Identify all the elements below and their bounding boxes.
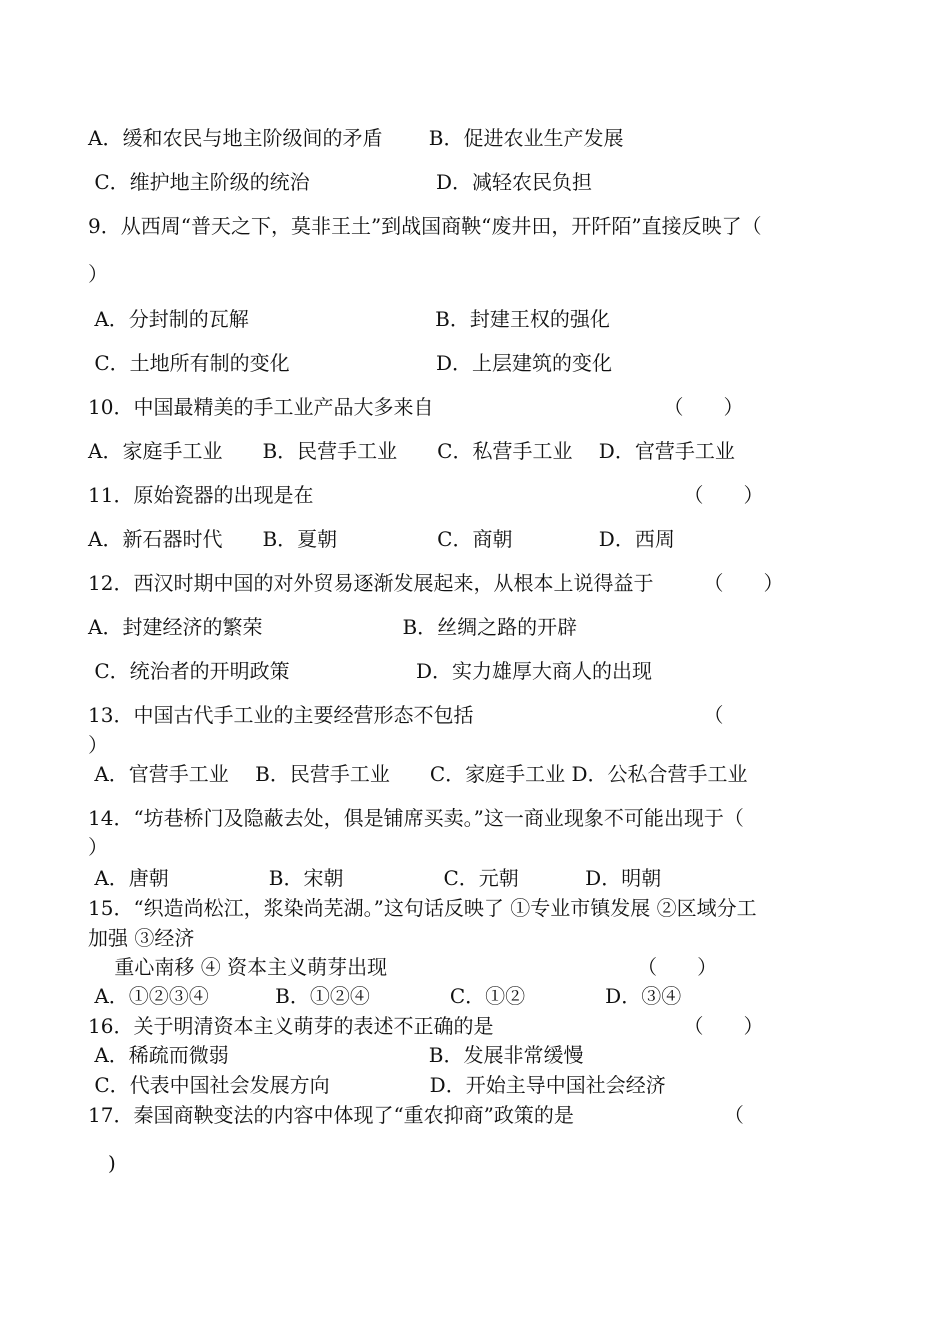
q16-options-ab: A．稀疏而微弱 B．发展非常缓慢: [88, 1043, 584, 1067]
q13-answer-bracket: ）: [88, 733, 108, 757]
q9-options-cd: C．土地所有制的变化 D．上层建筑的变化: [88, 351, 613, 375]
q10-options: A．家庭手工业 B．民营手工业 C．私营手工业 D．官营手工业: [88, 439, 735, 463]
q13-stem: 13．中国古代手工业的主要经营形态不包括 （: [88, 703, 724, 727]
q14-answer-bracket: ）: [88, 835, 108, 859]
q12-options-ab: A．封建经济的繁荣 B．丝绸之路的开辟: [88, 615, 578, 639]
q9-stem: 9．从西周“普天之下，莫非王土”到战国商鞅“废井田，开阡陌”直接反映了（: [88, 214, 762, 238]
q10-stem: 10．中国最精美的手工业产品大多来自 （ ）: [88, 395, 744, 419]
q17-stem: 17．秦国商鞅变法的内容中体现了“重农抑商”政策的是 （: [88, 1103, 744, 1127]
q15-options: A．①②③④ B．①②④ C．①② D．③④: [88, 984, 682, 1008]
q8-options-ab: A．缓和农民与地主阶级间的矛盾 B．促进农业生产发展: [88, 126, 624, 150]
q17-answer-bracket: ): [88, 1151, 116, 1175]
q12-options-cd: C．统治者的开明政策 D．实力雄厚大商人的出现: [88, 659, 653, 683]
q14-stem: 14．“坊巷桥门及隐蔽去处，俱是铺席买卖。”这一商业现象不可能出现于（: [88, 806, 744, 830]
q15-stem-line3: 重心南移 ④ 资本主义萌芽出现 （ ）: [88, 955, 718, 979]
q14-options: A．唐朝 B．宋朝 C．元朝 D．明朝: [88, 866, 662, 890]
q9-answer-bracket: ）: [88, 262, 108, 286]
q12-stem: 12．西汉时期中国的对外贸易逐渐发展起来，从根本上说得益于 （ ）: [88, 571, 784, 595]
q11-stem: 11．原始瓷器的出现是在 （ ）: [88, 483, 764, 507]
q16-options-cd: C．代表中国社会发展方向 D．开始主导中国社会经济: [88, 1073, 666, 1097]
q16-stem: 16．关于明清资本主义萌芽的表述不正确的是 （ ）: [88, 1014, 764, 1038]
q8-options-cd: C．维护地主阶级的统治 D．减轻农民负担: [88, 170, 593, 194]
q9-options-ab: A．分封制的瓦解 B．封建王权的强化: [88, 307, 610, 331]
q11-options: A．新石器时代 B．夏朝 C．商朝 D．西周: [88, 527, 675, 551]
q15-stem-line2: 加强 ③经济: [88, 926, 195, 950]
q15-stem-line1: 15．“织造尚松江，浆染尚芜湖。”这句话反映了 ①专业市镇发展 ②区域分工: [88, 896, 757, 920]
q13-options: A．官营手工业 B．民营手工业 C．家庭手工业 D．公私合营手工业: [88, 762, 748, 786]
